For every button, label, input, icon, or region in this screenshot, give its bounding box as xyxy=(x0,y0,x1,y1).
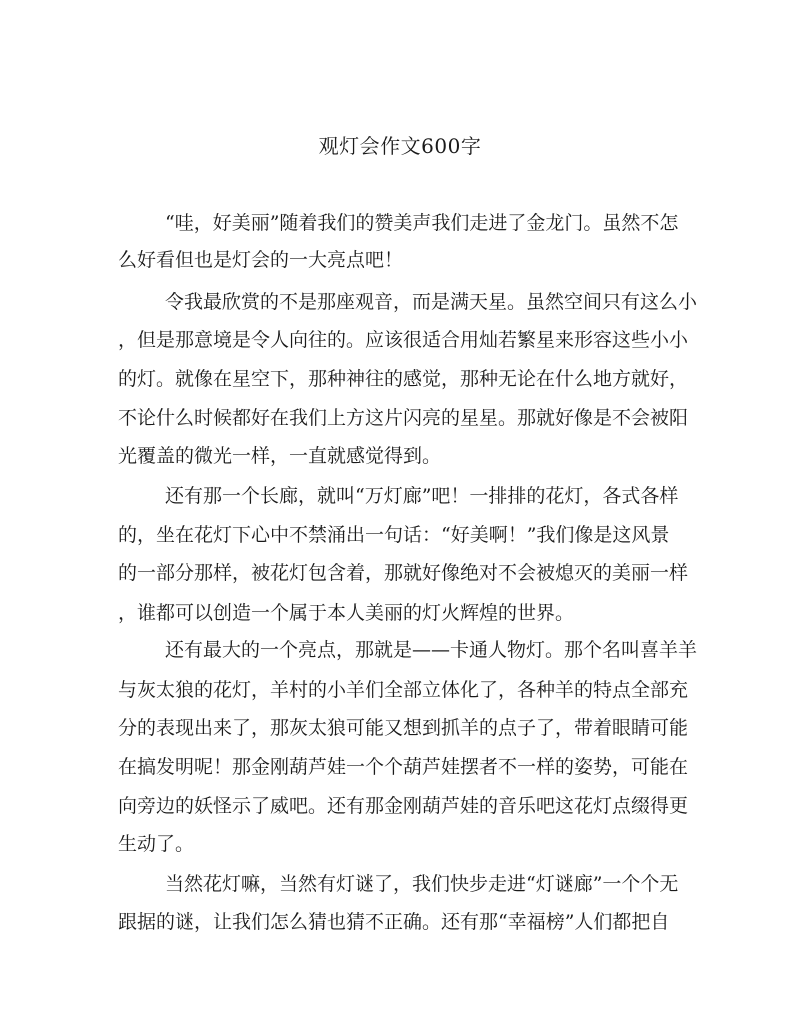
paragraph-4-line-3: 分的表现出来了，那灰太狼可能又想到抓羊的点子了，带着眼睛可能 xyxy=(118,717,689,739)
paragraph-2-line-2: ，但是那意境是令人向往的。应该很适合用灿若繁星来形容这些小小 xyxy=(118,329,689,351)
paragraph-2-line-5: 光覆盖的微光一样，一直就感觉得到。 xyxy=(118,445,442,467)
paragraph-1-line-2: 么好看但也是灯会的一大亮点吧！ xyxy=(118,249,404,271)
paragraph-2-line-3: 的灯。就像在星空下，那种神往的感觉，那种无论在什么地方就好， xyxy=(118,368,689,390)
paragraph-4-line-4: 在搞发明呢！那金刚葫芦娃一个个葫芦娃摆者不一样的姿势，可能在 xyxy=(118,756,689,778)
paragraph-4-line-6: 生动了。 xyxy=(118,833,195,855)
paragraph-4-line-2: 与灰太狼的花灯，羊村的小羊们全部立体化了，各种羊的特点全部充 xyxy=(118,679,689,701)
paragraph-4-line-5: 向旁边的妖怪示了威吧。还有那金刚葫芦娃的音乐吧这花灯点缀得更 xyxy=(118,795,689,817)
paragraph-3-line-4: ，谁都可以创造一个属于本人美丽的灯火辉煌的世界。 xyxy=(118,602,575,624)
paragraph-2-line-1: 令我最欣赏的不是那座观音，而是满天星。虽然空间只有这么小 xyxy=(165,291,698,313)
paragraph-3-line-3: 的一部分那样，被花灯包含着，那就好像绝对不会被熄灭的美丽一样 xyxy=(118,562,689,584)
paragraph-3-line-1: 还有那一个长廊，就叫“万灯廊”吧！一排排的花灯，各式各样 xyxy=(165,485,679,507)
paragraph-4-line-1: 还有最大的一个亮点，那就是——卡通人物灯。那个名叫喜羊羊 xyxy=(165,639,698,661)
paragraph-3-line-2: 的，坐在花灯下心中不禁涌出一句话：“好美啊！”我们像是这风景 xyxy=(118,524,670,546)
paragraph-1-line-1: “哇，好美丽”随着我们的赞美声我们走进了金龙门。虽然不怎 xyxy=(165,212,679,234)
paragraph-2-line-4: 不论什么时候都好在我们上方这片闪亮的星星。那就好像是不会被阳 xyxy=(118,407,689,429)
paragraph-5-line-2: 跟据的谜，让我们怎么猜也猜不正确。还有那“幸福榜”人们都把自 xyxy=(118,911,670,933)
paragraph-5-line-1: 当然花灯嘛，当然有灯谜了，我们快步走进“灯谜廊”一个个无 xyxy=(165,873,679,895)
document-title: 观灯会作文600字 xyxy=(318,134,482,158)
